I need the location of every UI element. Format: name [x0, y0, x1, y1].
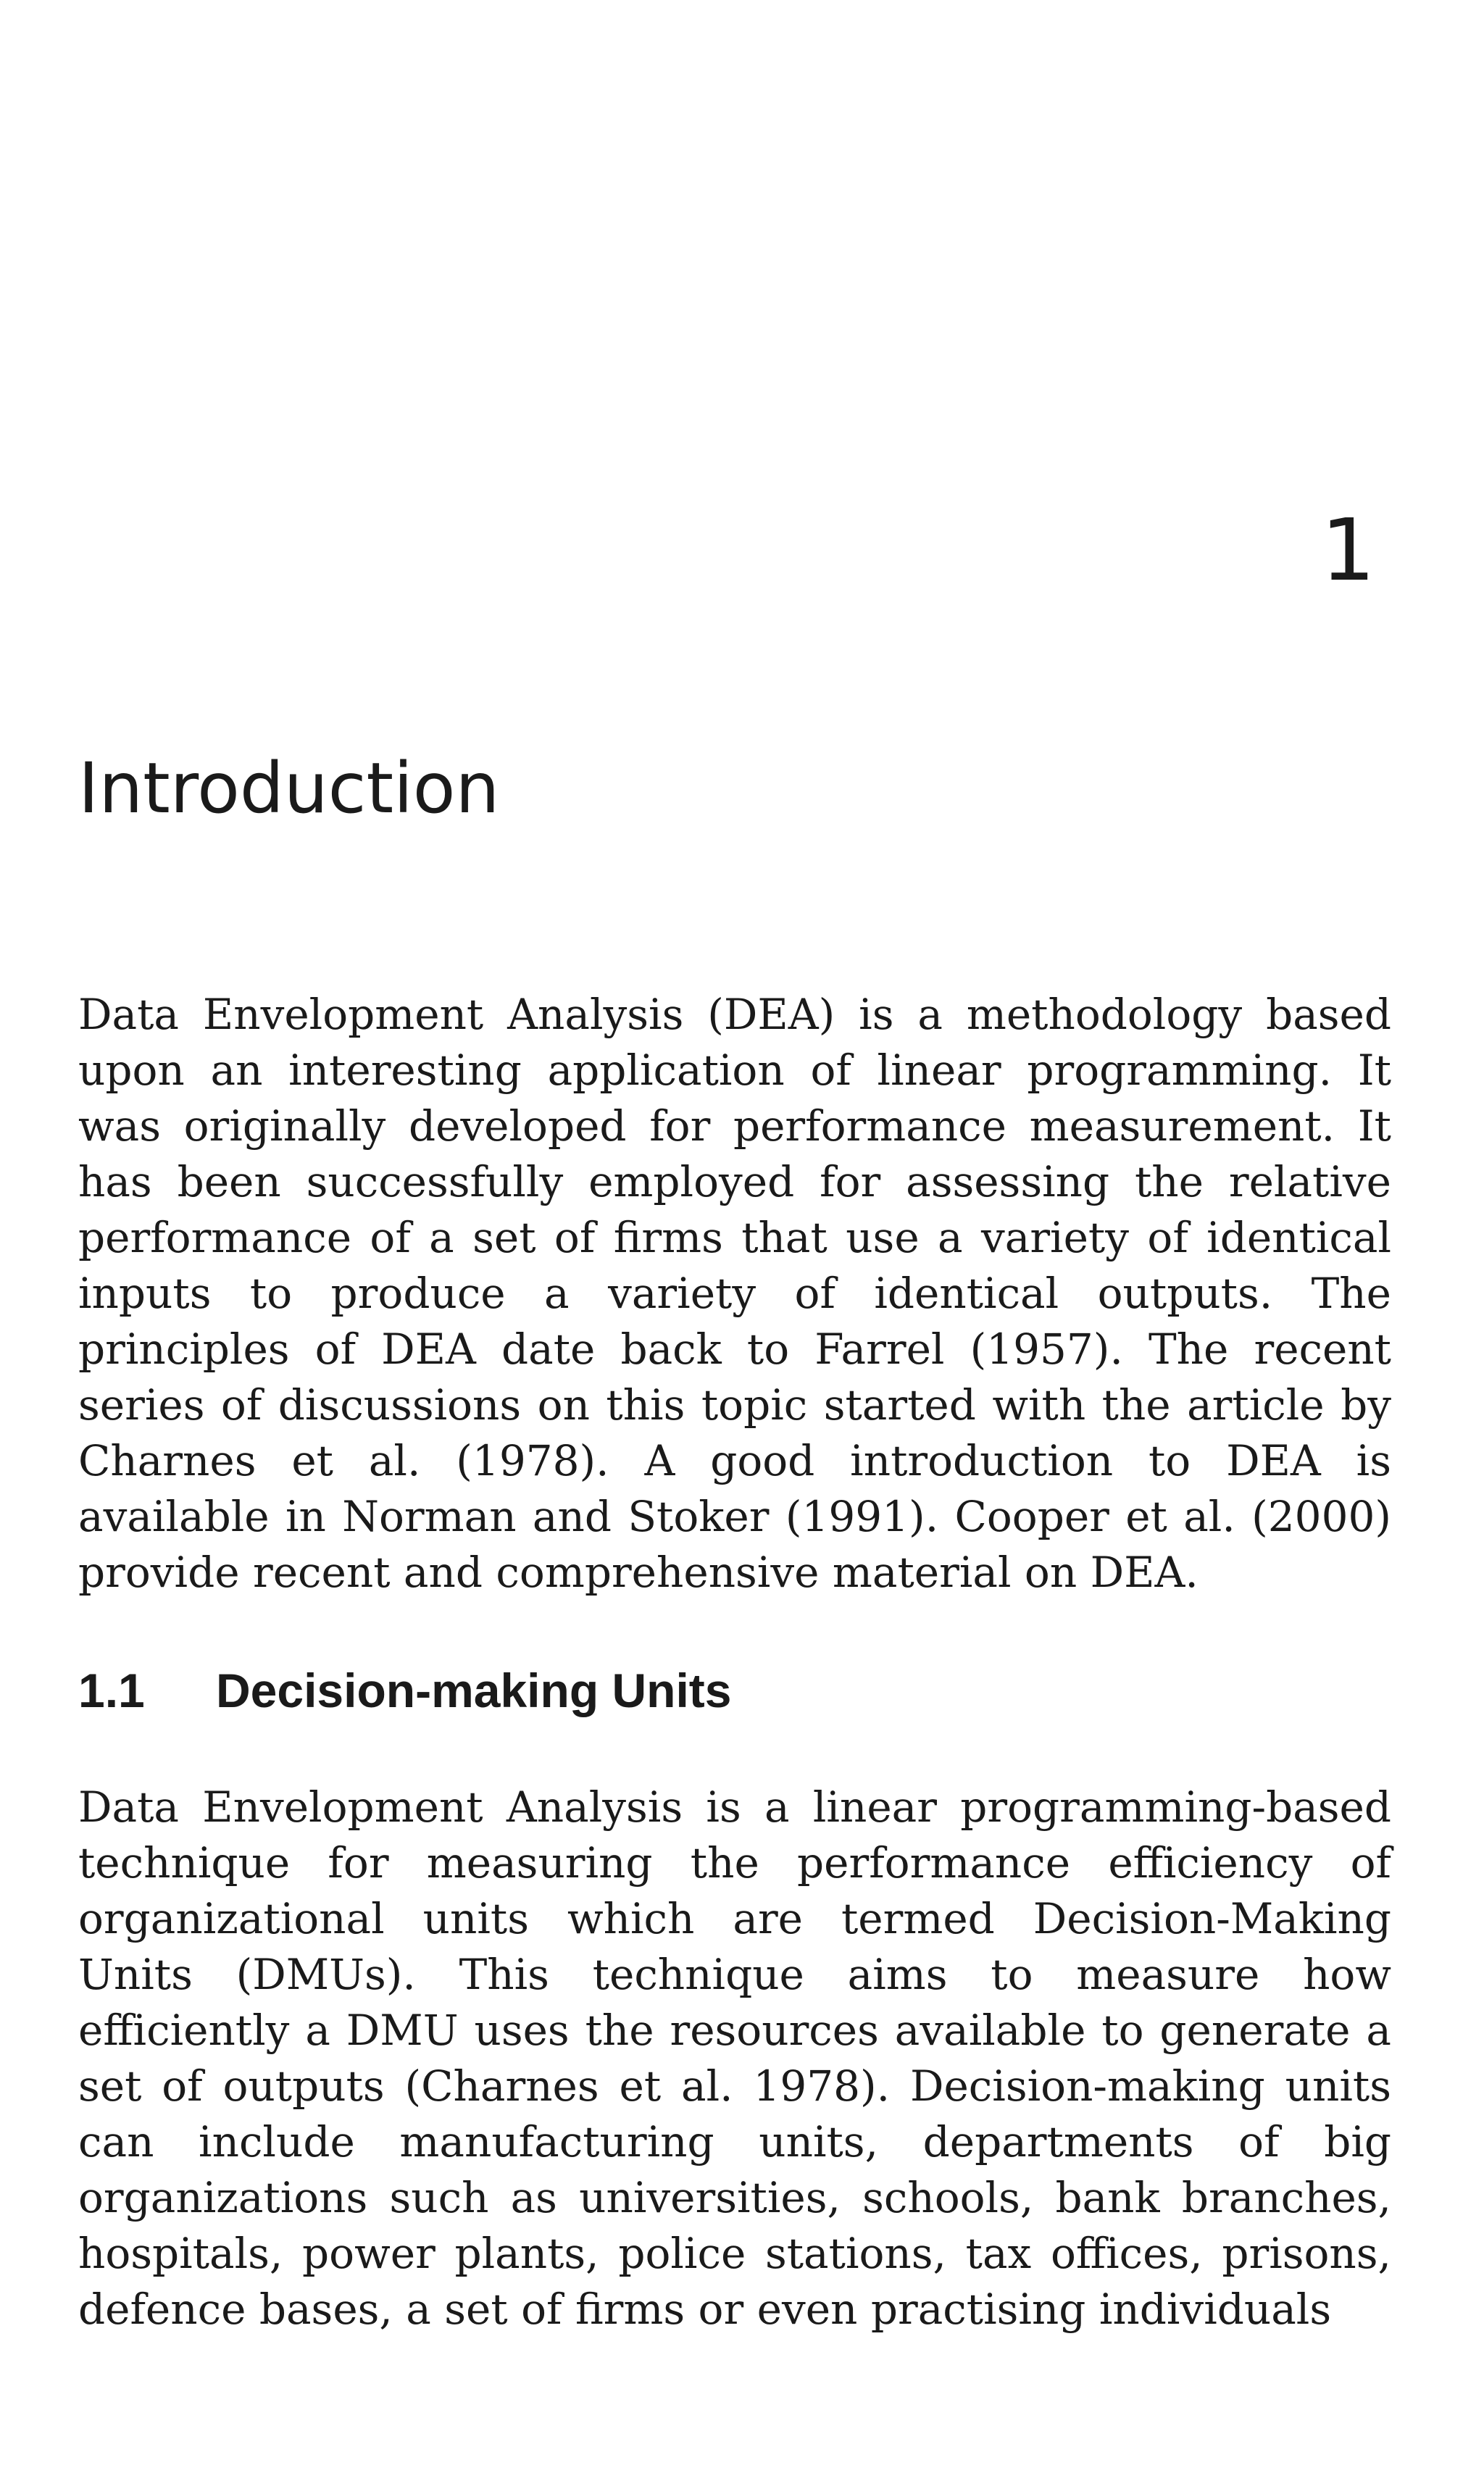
- intro-paragraph: Data Envelopment Analysis (DEA) is a methodology based upon an interesting application of linear programming. It was originally developed for performance measurement. It has been successfully employed for assessing the relative performance of a set of firms that use a variety of identical inputs to produce a variety of identical outputs. The principles of DEA date back to Farrel (1957). The recent series of discussions on this topic started with the article by Charnes et al. (1978). A good introduction to DEA is available in Norman and Stoker (1991). Cooper et al. (2000) provide recent and comprehensive material on DEA.: [78, 990, 1391, 1597]
- chapter-number: 1: [1320, 500, 1375, 600]
- section-number: 1.1: [78, 1664, 145, 1717]
- section-heading: [78, 1664, 732, 1717]
- section-paragraph: Data Envelopment Analysis is a linear programming-based technique for measuring the performance efficiency of organizational units which are termed Decision-Making Units (DMUs). This technique aims to measure how efficiently a DMU uses the resources available to generate a set of outputs (Charnes et al. 1978). Decision-making units can include manufacturing units, departments of big organizations such as universities, schools, bank branches, hospitals, power plants, police stations, tax offices, prisons, defence bases, a set of firms or even practising individuals: [78, 1782, 1391, 2334]
- chapter-title: Introduction: [78, 748, 500, 829]
- section-title: Decision-making Units: [216, 1664, 732, 1717]
